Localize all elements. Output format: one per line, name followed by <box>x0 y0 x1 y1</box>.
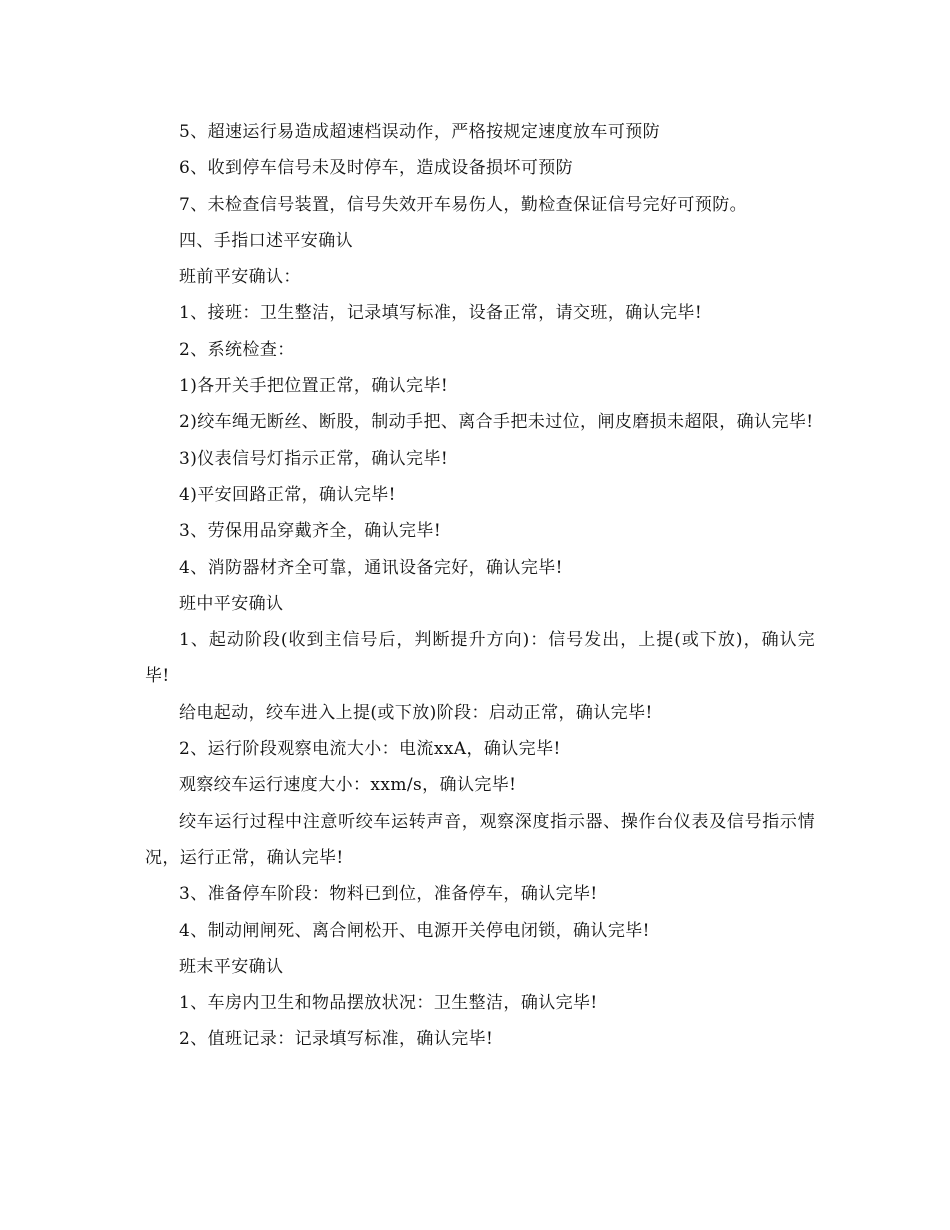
paragraph: 4、制动闸闸死、离合闸松开、电源开关停电闭锁，确认完毕! <box>179 920 650 941</box>
paragraph: 1、车房内卫生和物品摆放状况：卫生整洁，确认完毕! <box>179 993 598 1014</box>
paragraph: 1、接班：卫生整洁，记录填写标准，设备正常，请交班，确认完毕! <box>179 303 703 324</box>
paragraph: 6、收到停车信号未及时停车，造成设备损坏可预防 <box>179 158 574 179</box>
paragraph: 3)仪表信号灯指示正常，确认完毕! <box>179 448 449 469</box>
paragraph: 4)平安回路正常，确认完毕! <box>179 484 396 505</box>
paragraph: 2、值班记录：记录填写标准，确认完毕! <box>179 1029 494 1050</box>
paragraph: 3、准备停车阶段：物料已到位，准备停车，确认完毕! <box>179 884 598 905</box>
paragraph: 2、系统检查： <box>179 339 295 360</box>
paragraph: 5、超速运行易造成超速档误动作，严格按规定速度放车可预防 <box>179 122 661 142</box>
subsection-heading: 班中平安确认 <box>179 593 284 614</box>
subsection-heading: 班前平安确认： <box>179 267 301 288</box>
paragraph: 1、起动阶段(收到主信号后，判断提升方向)：信号发出，上提(或下放)，确认完毕! <box>145 630 815 687</box>
paragraph: 2)绞车绳无断丝、断股，制动手把、离合手把未过位，闸皮磨损未超限，确认完毕! <box>179 412 814 433</box>
paragraph: 给电起动，绞车进入上提(或下放)阶段：启动正常，确认完毕! <box>179 702 653 723</box>
paragraph: 1)各开关手把位置正常，确认完毕! <box>179 376 449 397</box>
paragraph: 7、未检查信号装置，信号失效开车易伤人，勤检查保证信号完好可预防。 <box>179 194 748 215</box>
paragraph: 4、消防器材齐全可靠，通讯设备完好，确认完毕! <box>179 557 563 578</box>
paragraph: 2、运行阶段观察电流大小：电流xxA，确认完毕! <box>179 739 561 760</box>
section-heading: 四、手指口述平安确认 <box>179 230 353 251</box>
paragraph: 观察绞车运行速度大小：xxm/s，确认完毕! <box>179 775 517 796</box>
paragraph: 绞车运行过程中注意听绞车运转声音，观察深度指示器、操作台仪表及信号指示情况，运行正常，确认完毕! <box>145 811 815 868</box>
document-body <box>145 114 815 1058</box>
subsection-heading: 班末平安确认 <box>179 956 284 977</box>
paragraph: 3、劳保用品穿戴齐全，确认完毕! <box>179 521 442 542</box>
